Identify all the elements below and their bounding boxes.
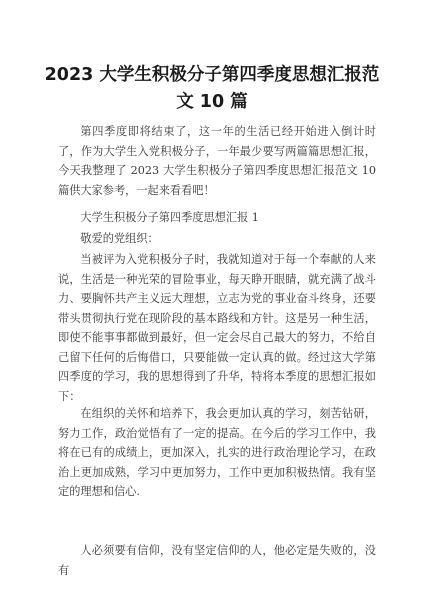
document-title (30, 62, 394, 116)
salutation: 敬爱的党组织： (80, 232, 159, 245)
body-paragraph-3: 人必须要有信仰，没有坚定信仰的人，他必定是失败的，没有 (58, 544, 376, 577)
body-paragraph-2: 在组织的关怀和培养下，我会更加认真的学习，刻苦钻研，努力工作，政治觉悟有了一定的提高。在今后的学习工作中，我将在已有的成绩上，更加深入，扎实的进行政治理论学习，在政治上更加成熟，学习中更加努力，工作中更加积极热情。我有坚定的理想和信心. (58, 407, 376, 498)
body-paragraph-1: 当被评为入党积极分子时，我就知道对于每一个奉献的人来说，生活是一种光荣的冒险事业，每天睁开眼睛，就充满了战斗力、要胸怀共产主义远大理想，立志为党的事业奋斗终身，还要带头贯彻执行党在现阶段的基本路线和方针。这是另一种生活，即使不能事事都做到最好，但一定会尽自己最大的努力，不给自己留下任何的后悔借口，只要能做一定认真的做。经过这大学第四季度的学习，我的思想得到了升华，特将本季度的思想汇报如下： (58, 253, 376, 403)
title-line-2: 文 10 篇 (176, 92, 248, 112)
title-line-1: 2023 大学生积极分子第四季度思想汇报范 (44, 65, 380, 85)
intro-paragraph: 第四季度即将结束了，这一年的生活已经开始进入倒计时了，作为大学生入党积极分子，一年最少要写两篇篇思想汇报，今天我整理了 2023 大学生积极分子第四季度思想汇报范文 10 篇供大家参考，一起来看看吧！ (58, 125, 376, 197)
section-heading: 大学生积极分子第四季度思想汇报 1 (80, 211, 259, 224)
